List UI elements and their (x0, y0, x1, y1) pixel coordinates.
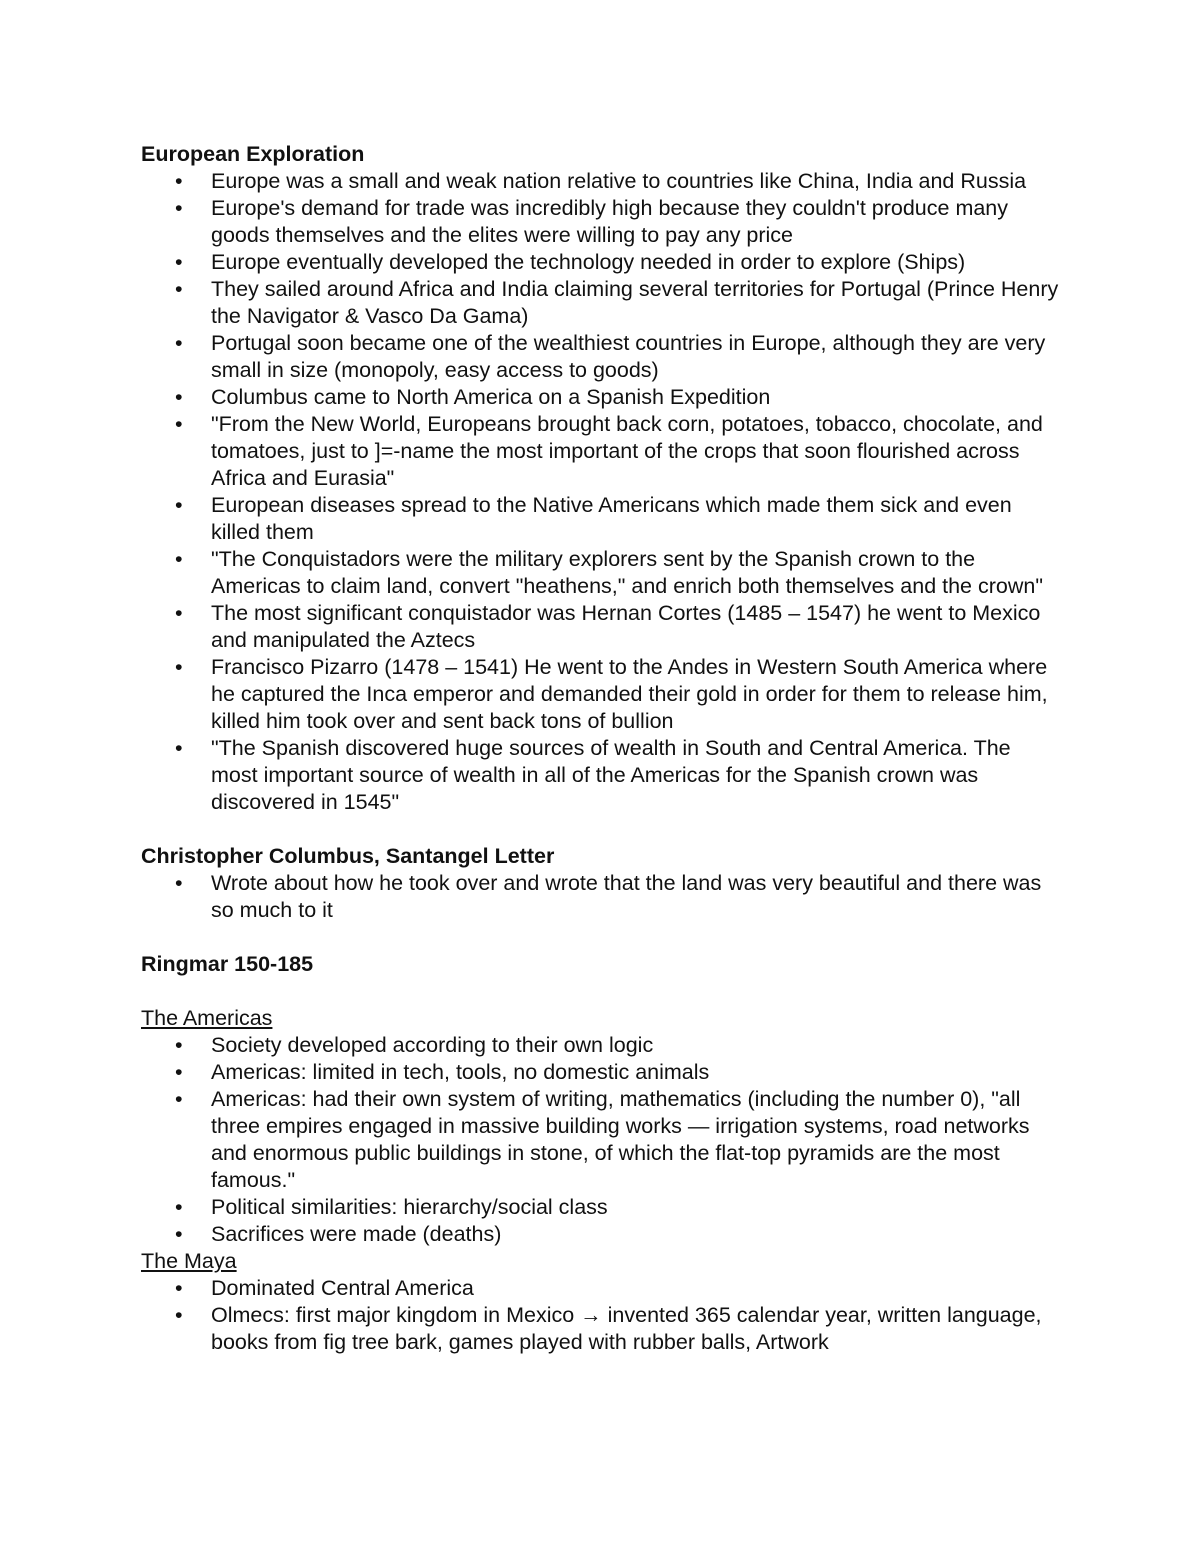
spacer (141, 978, 1061, 1005)
spacer (141, 816, 1061, 843)
list-item: • The most significant conquistador was Hernan Cortes (1485 – 1547) he went to Mexico and manipulated the Aztecs (175, 601, 1041, 652)
list-item: • Portugal soon became one of the wealthiest countries in Europe, although they are very small in size (monopoly, easy access to goods) (175, 331, 1046, 382)
bullet-icon: • (175, 1060, 183, 1084)
bullet-icon: • (175, 412, 183, 436)
document-page (141, 141, 1061, 1356)
bullet-icon: • (175, 1087, 183, 1111)
bullet-icon: • (175, 331, 183, 355)
bullet-icon: • (175, 736, 183, 760)
bullet-icon: • (175, 655, 183, 679)
bullet-icon: • (175, 493, 183, 517)
list-item: • "From the New World, Europeans brought back corn, potatoes, tobacco, chocolate, and tomatoes, just to ]=-name the most important of the crops that soon flourished across Africa and Eurasia" (175, 412, 1043, 490)
bullet-icon: • (175, 547, 183, 571)
bullet-icon: • (175, 1222, 183, 1246)
list-item: • Society developed according to their own logic (175, 1033, 654, 1057)
list-item: • Americas: limited in tech, tools, no domestic animals (175, 1060, 710, 1084)
subheading-the-americas: The Americas (141, 1006, 273, 1030)
list-item: • Europe eventually developed the technology needed in order to explore (Ships) (175, 250, 966, 274)
bullet-icon: • (175, 871, 183, 895)
bullet-icon: • (175, 169, 183, 193)
list-item: • Europe was a small and weak nation relative to countries like China, India and Russia (175, 169, 1027, 193)
list-item: • Europe's demand for trade was incredibly high because they couldn't produce many goods themselves and the elites were willing to pay any price (175, 196, 1009, 247)
bullet-icon: • (175, 1033, 183, 1057)
list-item: • Olmecs: first major kingdom in Mexico → invented 365 calendar year, written language, books from fig tree bark, games played with rubber balls, Artwork (175, 1303, 1042, 1354)
list-item: • Wrote about how he took over and wrote that the land was very beautiful and there was so much to it (175, 871, 1042, 922)
list-item: • Columbus came to North America on a Spanish Expedition (175, 385, 771, 409)
bullet-icon: • (175, 1303, 183, 1327)
list-item: • "The Spanish discovered huge sources of wealth in South and Central America. The most important source of wealth in all of the Americas for the Spanish crown was discovered in 1545" (175, 736, 1011, 814)
bullet-list-the-maya (141, 1275, 1061, 1356)
list-item: • They sailed around Africa and India claiming several territories for Portugal (Prince Henry the Navigator & Vasco Da Gama) (175, 277, 1059, 328)
bullet-list-the-americas (141, 1032, 1061, 1248)
list-item: • Francisco Pizarro (1478 – 1541) He went to the Andes in Western South America where he captured the Inca emperor and demanded their gold in order for them to release him, killed him took over and sent back tons of bullion (175, 655, 1048, 733)
section-heading-european-exploration: European Exploration (141, 142, 365, 166)
bullet-list-european-exploration (141, 168, 1061, 816)
bullet-icon: • (175, 196, 183, 220)
bullet-list-columbus-letter (141, 870, 1061, 924)
list-item: • Dominated Central America (175, 1276, 474, 1300)
bullet-icon: • (175, 1276, 183, 1300)
list-item: • Political similarities: hierarchy/social class (175, 1195, 608, 1219)
list-item: • Sacrifices were made (deaths) (175, 1222, 502, 1246)
section-heading-ringmar: Ringmar 150-185 (141, 952, 314, 976)
bullet-icon: • (175, 385, 183, 409)
list-item: • European diseases spread to the Native Americans which made them sick and even killed them (175, 493, 1012, 544)
list-item: • Americas: had their own system of writing, mathematics (including the number 0), "all three empires engaged in massive building works — irrigation systems, road networks and enormous public buildings in stone, of which the flat-top pyramids are the most famous." (175, 1087, 1030, 1192)
list-item: • "The Conquistadors were the military explorers sent by the Spanish crown to the Americas to claim land, convert "heathens," and enrich both themselves and the crown" (175, 547, 1043, 598)
bullet-icon: • (175, 277, 183, 301)
spacer (141, 924, 1061, 951)
bullet-icon: • (175, 250, 183, 274)
section-heading-columbus-letter: Christopher Columbus, Santangel Letter (141, 844, 555, 868)
bullet-icon: • (175, 1195, 183, 1219)
bullet-icon: • (175, 601, 183, 625)
subheading-the-maya: The Maya (141, 1249, 237, 1273)
